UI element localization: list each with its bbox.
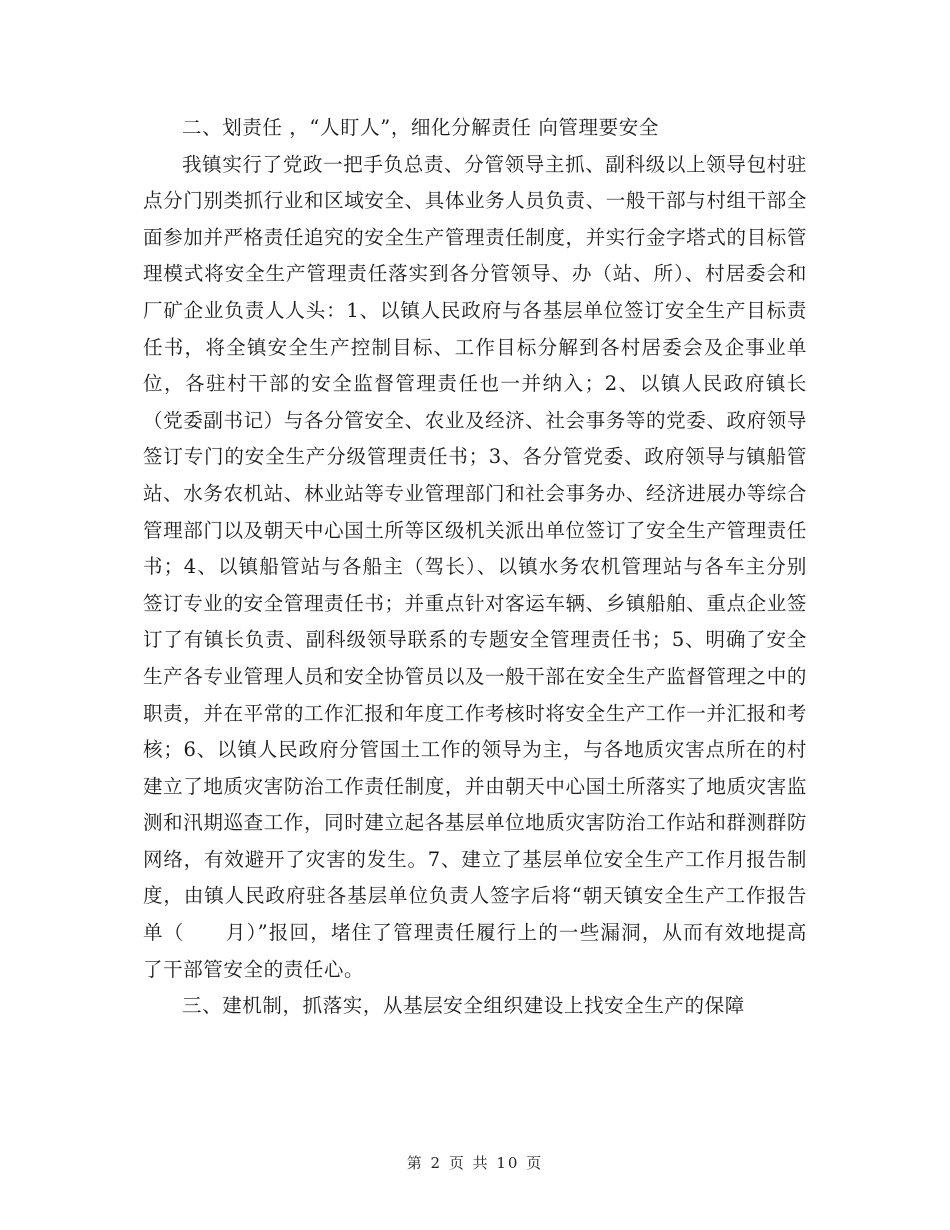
section-paragraph-2: 我镇实行了党政一把手负总责、分管领导主抓、副科级以上领导包村驻点分门别类抓行业和区域安全、具体业务人员负责、一般干部与村组干部全面参加并严格责任追究的安全生产管理责任制度，并实行金字塔式的目标管理模式将安全生产管理责任落实到各分管领导、办（站、所）、村居委会和厂矿企业负责人人头：1、以镇人民政府与各基层单位签订安全生产目标责任书，将全镇安全生产控制目标、工作目标分解到各村居委会及企事业单位，各驻村干部的安全监督管理责任也一并纳入；2、以镇人民政府镇长（党委副书记）与各分管安全、农业及经济、社会事务等的党委、政府领导签订专门的安全生产分级管理责任书；3、各分管党委、政府领导与镇船管站、水务农机站、林业站等专业管理部门和社会事务办、经济进展办等综合管理部门以及朝天中心国土所等区级机关派出单位签订了安全生产管理责任书；4、以镇船管站与各船主（驾长）、以镇水务农机管理站与各车主分别签订专业的安全管理责任书；并重点针对客运车辆、乡镇船舶、重点企业签订了有镇长负责、副科级领导联系的专题安全管理责任书；5、明确了安全生产各专业管理人员和安全协管员以及一般干部在安全生产监督管理之中的职责，并在平常的工作汇报和年度工作考核时将安全生产工作一并汇报和考核；6、以镇人民政府分管国土工作的领导为主，与各地质灾害点所在的村建立了地质灾害防治工作责任制度，并由朝天中心国土所落实了地质灾害监测和汛期巡查工作，同时建立起各基层单位地质灾害防治工作站和群测群防网络，有效避开了灾害的发生。7、建立了基层单位安全生产工作月报告制度，由镇人民政府驻各基层单位负责人签字后将“朝天镇安全生产工作报告单（ 月）”报回，堵住了管理责任履行上的一些漏洞，从而有效地提高了干部管安全的责任心。 xyxy=(143,152,807,981)
document-body xyxy=(143,110,807,1025)
page-number-footer: 第 2 页 共 10 页 xyxy=(406,1154,544,1172)
section-heading-3: 三、建机制，抓落实，从基层安全组织建设上找安全生产的保障 xyxy=(182,994,745,1018)
section-heading-2: 二、划责任 ，“人盯人”，细化分解责任 向管理要安全 xyxy=(182,116,659,139)
